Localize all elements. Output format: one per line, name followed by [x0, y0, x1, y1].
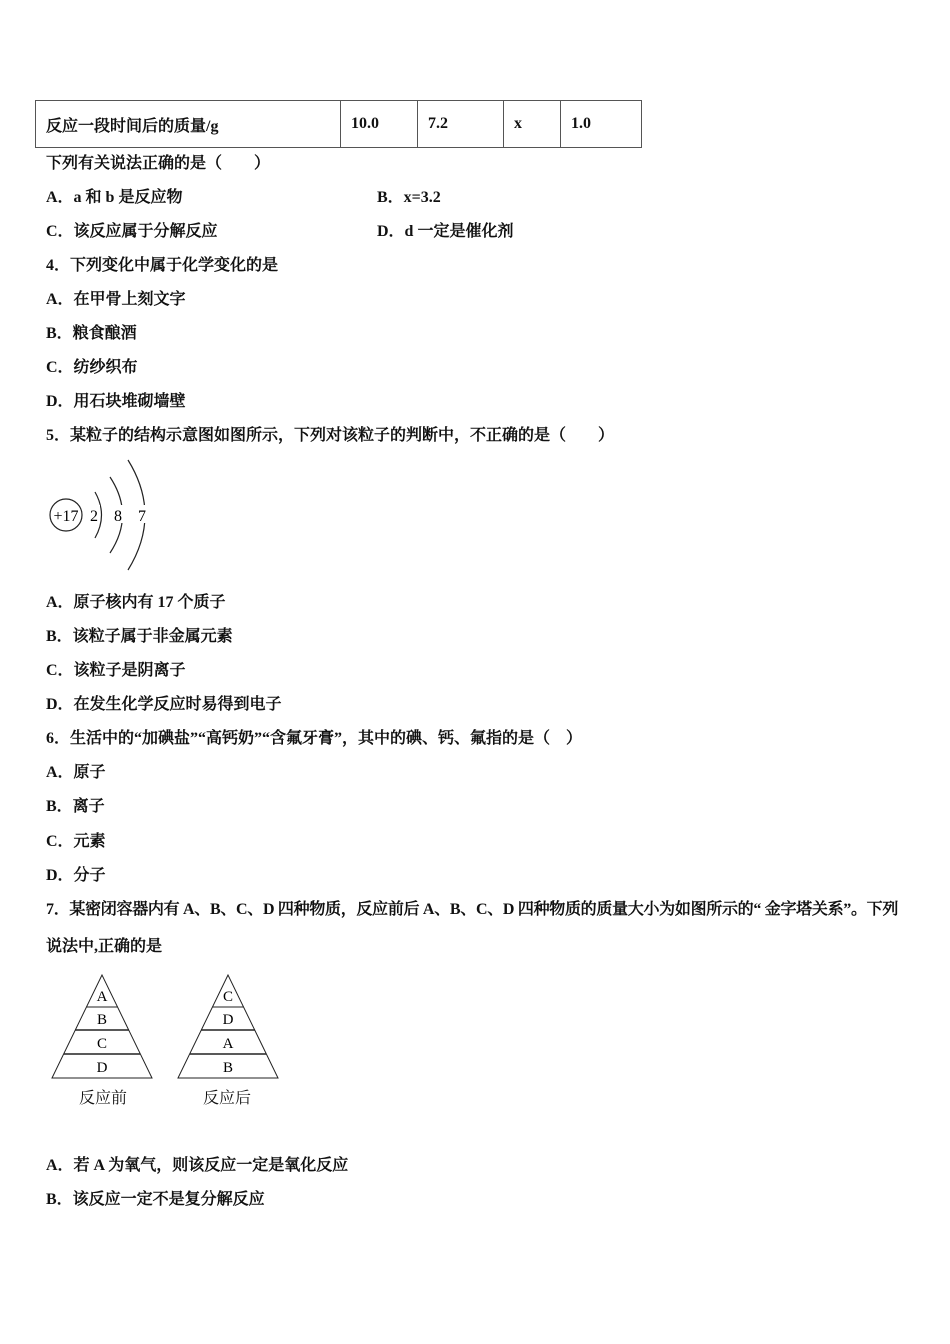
svg-text:B: B [222, 1060, 234, 1076]
row-label: 反应一段时间后的质量/g [36, 101, 341, 148]
q5-option-d: D．在发生化学反应时易得到电子 [46, 696, 282, 713]
shell-2: 8 [114, 508, 122, 525]
q5-option-a: A．原子核内有 17 个质子 [46, 594, 226, 611]
svg-text:A: A [222, 1036, 234, 1052]
svg-text:A: A [96, 989, 108, 1005]
q6-option-b: B．离子 [46, 798, 105, 815]
svg-text:D: D [96, 1060, 108, 1076]
cell-d: 1.0 [561, 101, 642, 148]
q7-option-b: B．该反应一定不是复分解反应 [46, 1191, 265, 1208]
q3-option-b: B．x=3.2 [377, 189, 441, 206]
q6-option-c: C．元素 [46, 833, 106, 850]
cell-b: 7.2 [418, 101, 504, 148]
q7-stem-line1: 7．某密闭容器内有 A、B、C、D 四种物质，反应前后 A、B、C、D 四种物质的质量大小为如图所示的“ 金字塔关系”。下列 [46, 901, 899, 918]
q5-option-c: C．该粒子是阴离子 [46, 662, 186, 679]
q3-option-c: C．该反应属于分解反应 [46, 223, 218, 240]
q6-stem: 6．生活中的“加碘盐”“高钙奶”“含氟牙膏”，其中的碘、钙、氟指的是（ ） [46, 730, 583, 747]
pyramid-diagrams [50, 972, 282, 1082]
shell-3: 7 [138, 508, 146, 525]
q6-option-d: D．分子 [46, 867, 106, 884]
q4-option-c: C．纺纱织布 [46, 359, 138, 376]
q4-stem: 4．下列变化中属于化学变化的是 [46, 257, 279, 274]
q3-option-d: D．d 一定是催化剂 [377, 223, 514, 240]
atom-structure-diagram [40, 452, 160, 577]
before-label: 反应前 [79, 1088, 128, 1107]
pyramid-after [178, 975, 278, 1078]
q3-stem: 下列有关说法正确的是（ ） [46, 155, 271, 172]
q4-option-a: A．在甲骨上刻文字 [46, 291, 186, 308]
mass-table [35, 100, 642, 148]
q7-stem-line2: 说法中,正确的是 [46, 938, 163, 955]
svg-text:C: C [96, 1036, 108, 1052]
pyramid-before [52, 975, 152, 1078]
q7-option-a: A．若 A 为氧气，则该反应一定是氧化反应 [46, 1157, 349, 1174]
cell-a: 10.0 [341, 101, 418, 148]
nucleus-charge: +17 [53, 508, 79, 525]
table-row [36, 101, 642, 148]
svg-text:D: D [222, 1012, 234, 1028]
after-label: 反应后 [203, 1088, 252, 1107]
q6-option-a: A．原子 [46, 764, 106, 781]
q4-option-d: D．用石块堆砌墙壁 [46, 393, 186, 410]
q5-stem: 5．某粒子的结构示意图如图所示，下列对该粒子的判断中，不正确的是（ ） [46, 427, 615, 444]
svg-text:C: C [222, 989, 234, 1005]
q5-option-b: B．该粒子属于非金属元素 [46, 628, 233, 645]
q4-option-b: B．粮食酿酒 [46, 325, 137, 342]
svg-text:B: B [96, 1012, 108, 1028]
cell-c: x [504, 101, 561, 148]
q3-option-a: A．a 和 b 是反应物 [46, 189, 183, 206]
shell-1: 2 [90, 508, 98, 525]
